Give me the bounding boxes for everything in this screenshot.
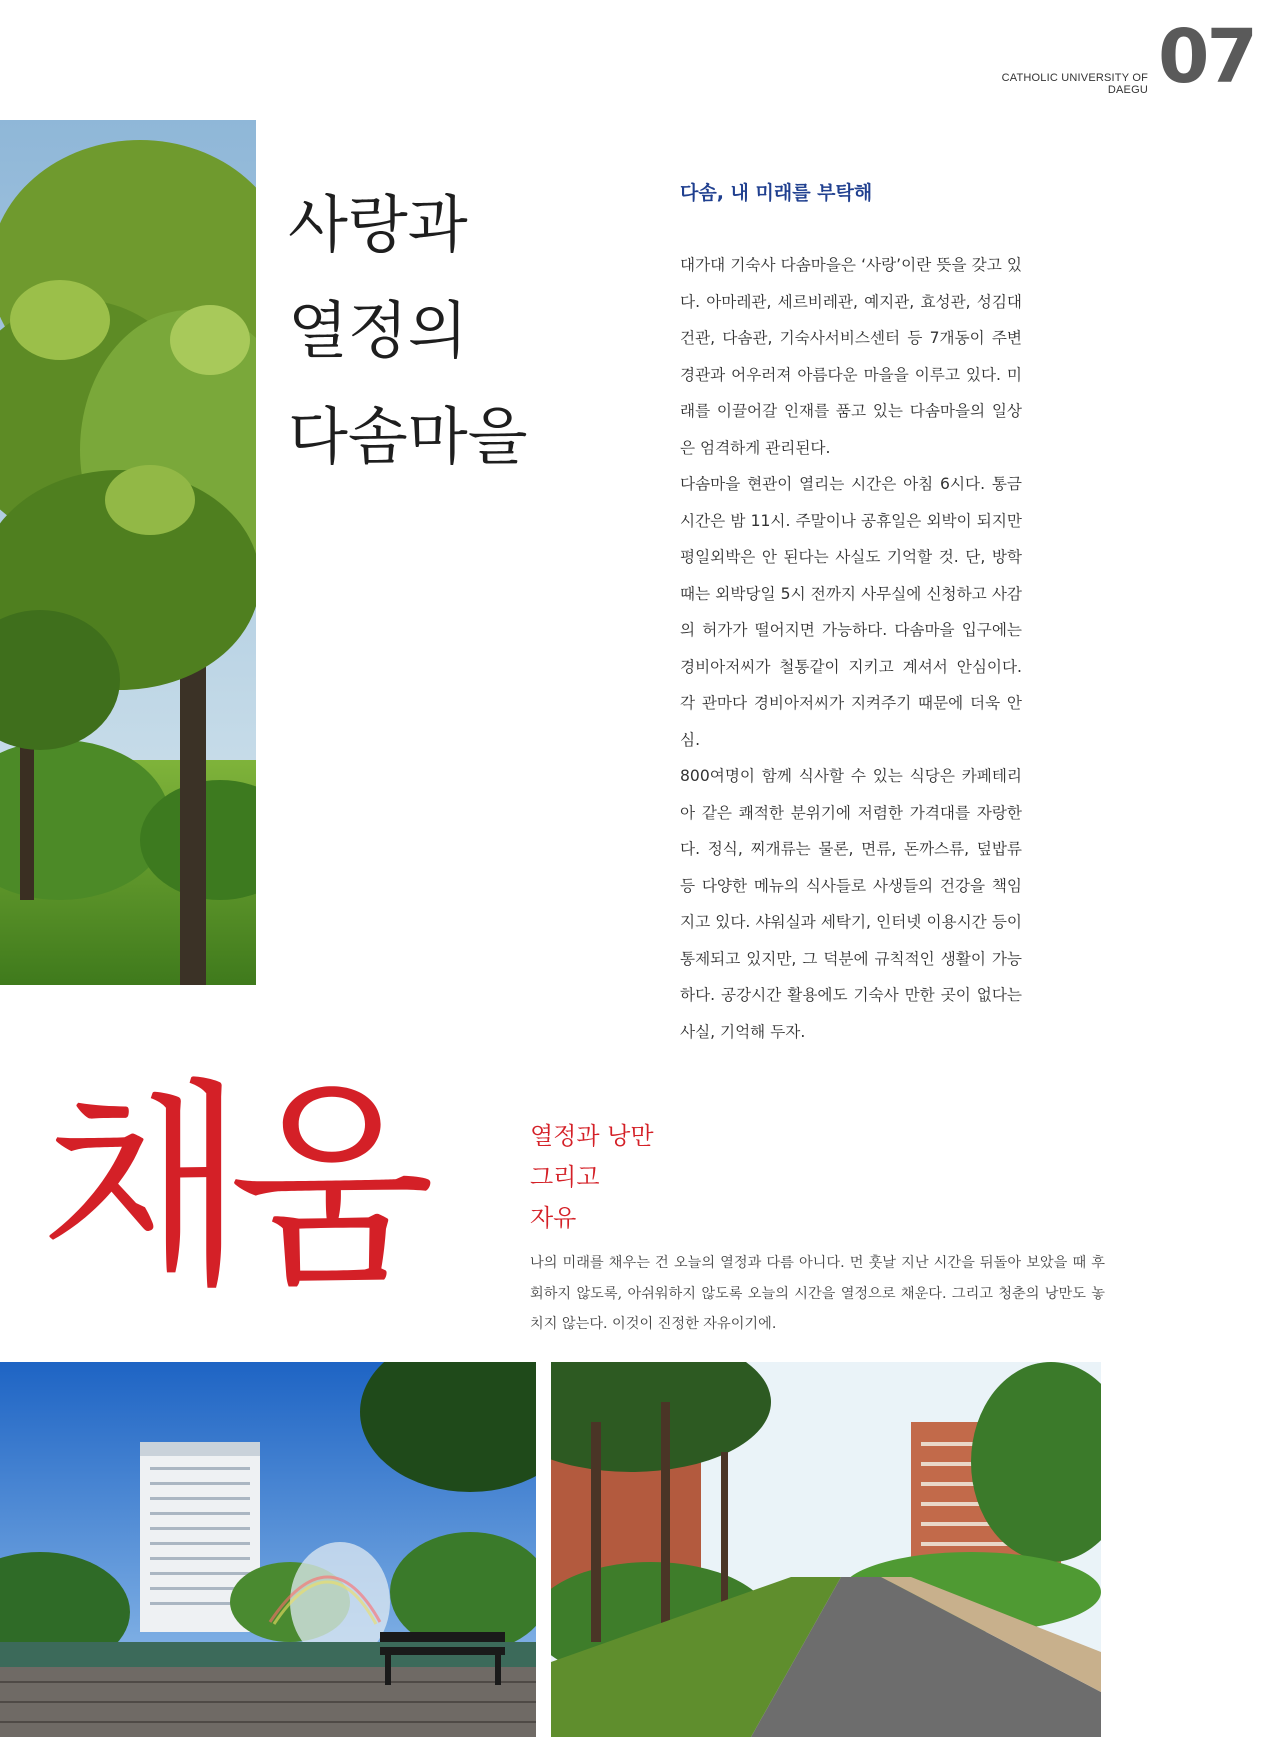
university-name: CATHOLIC UNIVERSITY OF DAEGU — [1001, 72, 1148, 96]
article-subheading: 다솜, 내 미래를 부탁해 — [680, 182, 873, 204]
feature-big-word: 채움 — [40, 1060, 418, 1316]
feature-tagline — [530, 1116, 654, 1239]
campus-road-photo — [551, 1362, 1101, 1737]
article-paragraph: 다솜마을 현관이 열리는 시간은 아침 6시다. 통금시간은 밤 11시. 주말이나 공휴일은 외박이 되지만 평일외박은 안 된다는 사실도 기억할 것. 단, 방학 때는 외박당일 5시 전까지 사무실에 신청하고 사감의 허가가 떨어지면 가능하다. 다솜마을 입구에는 경비아저씨가 철통같이 지키고 계셔서 안심이다. 각 관마다 경비아저씨가 지켜주기 때문에 더욱 안심. — [680, 475, 1022, 749]
page-title — [288, 172, 528, 490]
title-line-2: 열정의 — [288, 294, 468, 367]
tagline-line: 열정과 낭만 — [530, 1122, 654, 1150]
tagline-line: 자유 — [530, 1204, 577, 1232]
article-paragraph: 800여명이 함께 식사할 수 있는 식당은 카페테리아 같은 쾌적한 분위기에 저렴한 가격대를 자랑한다. 정식, 찌개류는 물론, 면류, 돈까스류, 덮밥류 등 다양한 메뉴의 식사들로 사생들의 건강을 책임지고 있다. 샤워실과 세탁기, 인터넷 이용시간 등이 통제되고 있지만, 그 덕분에 규칙적인 생활이 가능하다. 공강시간 활용에도 기숙사 만한 곳이 없다는 사실, 기억해 두자. — [680, 767, 1022, 1041]
page-number: 07 — [1158, 14, 1255, 100]
tagline-line: 그리고 — [530, 1163, 600, 1191]
feature-paragraph: 나의 미래를 채우는 건 오늘의 열정과 다름 아니다. 먼 훗날 지난 시간을 뒤돌아 보았을 때 후회하지 않도록, 아쉬워하지 않도록 오늘의 시간을 열정으로 채운다. 그리고 청춘의 낭만도 놓치지 않는다. 이것이 진정한 자유이기에. — [530, 1255, 1105, 1332]
article-body — [680, 247, 1022, 1050]
title-line-1: 사랑과 — [288, 188, 468, 261]
title-line-3: 다솜마을 — [288, 400, 528, 473]
article-paragraph: 대가대 기숙사 다솜마을은 ‘사랑’이란 뜻을 갖고 있다. 아마레관, 세르비레관, 예지관, 효성관, 성김대건관, 다솜관, 기숙사서비스센터 등 7개동이 주변경관과 어우러져 아름다운 마을을 이루고 있다. 미래를 이끌어갈 인재를 품고 있는 다솜마을의 일상은 엄격하게 관리된다. — [680, 256, 1022, 457]
fountain-photo — [0, 1362, 536, 1737]
tree-photo — [0, 120, 256, 985]
